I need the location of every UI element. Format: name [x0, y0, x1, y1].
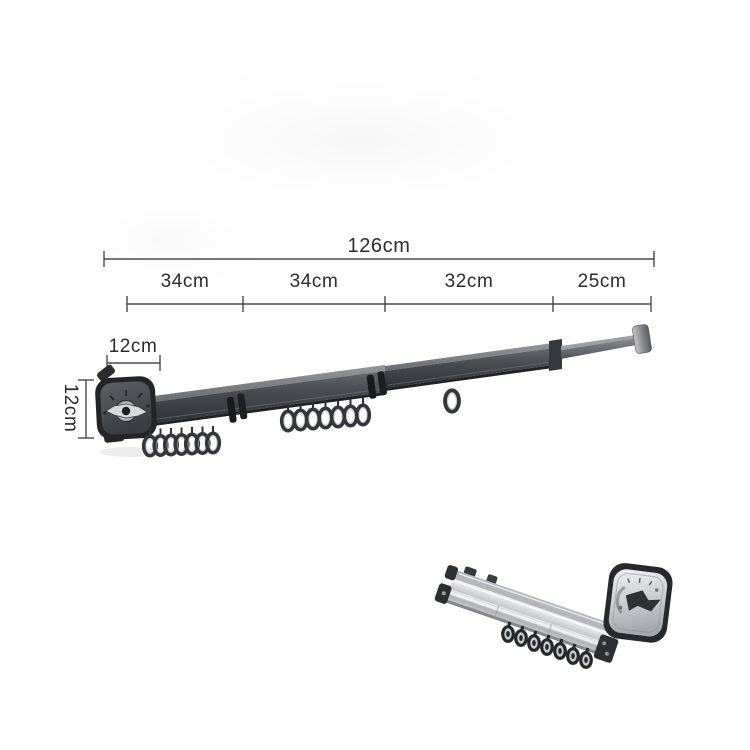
telescope-joint-collar [549, 339, 562, 371]
segment-2-label: 34cm [289, 271, 339, 292]
rail-end-cap [632, 324, 652, 354]
wall-mount-bracket [94, 364, 157, 443]
total-length-label: 126cm [347, 235, 411, 257]
segment-1-label: 34cm [160, 271, 210, 292]
segment-4-label: 25cm [577, 271, 627, 292]
main-product-illustration [94, 324, 652, 457]
segment-3-label: 32cm [444, 271, 494, 292]
segment-dimension-line [127, 296, 651, 312]
rail-middle-segment [385, 343, 553, 391]
rail-outer-segment [146, 365, 385, 427]
single-slider-ring [445, 390, 459, 411]
bracket-height-label: 12cm [60, 383, 81, 433]
background-soft-shadow [40, 45, 660, 300]
inset-wall-mount [602, 561, 675, 644]
curtain-rings-front-cluster [144, 426, 220, 456]
inset-folded-product-illustration [433, 560, 674, 667]
telescopic-rod-segment [561, 335, 636, 359]
bracket-width-label: 12cm [108, 336, 158, 357]
